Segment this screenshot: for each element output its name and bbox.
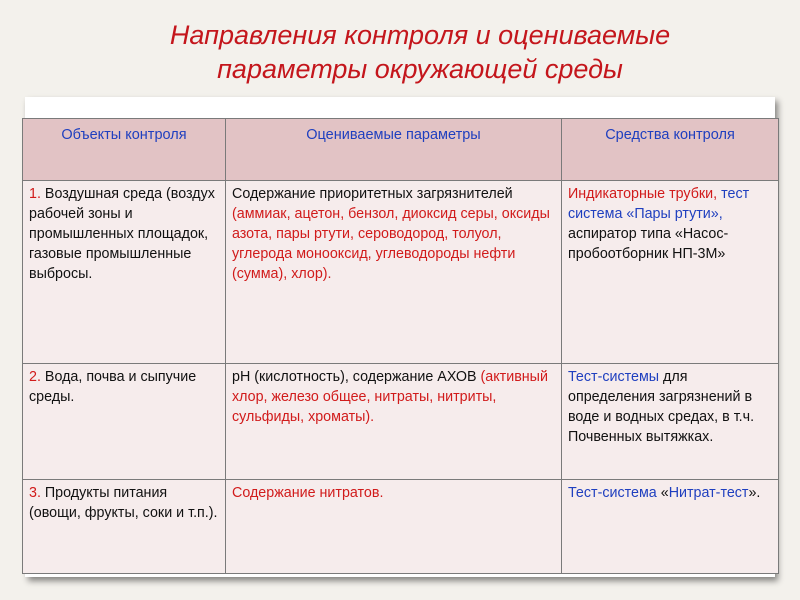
object-cell	[23, 181, 226, 364]
table-row	[23, 480, 779, 574]
table-row	[23, 181, 779, 364]
object-text: Вода, почва и сыпучие среды.	[29, 369, 197, 406]
parameters-text: Содержание приоритетных загрязнителей	[232, 186, 513, 202]
title-line-2: параметры окружающей среды	[217, 54, 623, 84]
parameters-highlight: (активный хлор, железо общее, нитраты, нитриты, сульфиды, хроматы).	[232, 369, 548, 426]
object-cell	[23, 364, 226, 480]
means-text: «	[656, 485, 669, 502]
means-text: аспиратор типа «Насос-пробоотборник НП-3М»	[568, 226, 729, 262]
means-cell	[562, 480, 779, 574]
table-header-row	[23, 119, 779, 181]
control-table	[22, 118, 779, 574]
means-text-2: ».	[748, 485, 761, 502]
header-parameters: Оцениваемые параметры	[226, 119, 562, 181]
parameters-cell	[226, 364, 562, 480]
object-text: Продукты питания (овощи, фрукты, соки и т.п.).	[29, 485, 218, 522]
parameters-cell	[226, 480, 562, 574]
means-text: для определения загрязнений в воде и водных средах, в т.ч. Почвенных вытяжках.	[568, 369, 755, 446]
row-number: 1.	[29, 186, 41, 202]
means-blue-text: Тест-система	[568, 485, 657, 502]
object-cell	[23, 480, 226, 574]
row-number: 2.	[29, 369, 41, 386]
table-row	[23, 364, 779, 480]
slide-title	[120, 18, 720, 86]
means-blue-text: Тест-системы	[568, 369, 660, 386]
header-means: Средства контроля	[562, 119, 779, 181]
parameters-highlight: Содержание нитратов.	[232, 485, 384, 502]
means-cell	[562, 364, 779, 480]
parameters-cell	[226, 181, 562, 364]
title-line-1: Направления контроля и оцениваемые	[169, 20, 671, 50]
parameters-text: pH (кислотность), содержание АХОВ	[232, 369, 481, 386]
means-blue-text-2: Нитрат-тест	[668, 485, 749, 502]
means-cell	[562, 181, 779, 364]
means-blue-text: тест система «Пары ртути»,	[568, 186, 750, 222]
object-text: Воздушная среда (воздух рабочей зоны и промышленных площадок, газовые промышленные выбросы.	[29, 186, 215, 282]
row-number: 3.	[29, 485, 41, 502]
means-red-text: Индикаторные трубки,	[568, 186, 718, 202]
header-objects: Объекты контроля	[23, 119, 226, 181]
parameters-highlight: (аммиак, ацетон, бензол, диоксид серы, оксиды азота, пары ртути, сероводород, толуол, углерода монооксид, углеводороды нефти (сумма), хлор).	[232, 206, 550, 282]
